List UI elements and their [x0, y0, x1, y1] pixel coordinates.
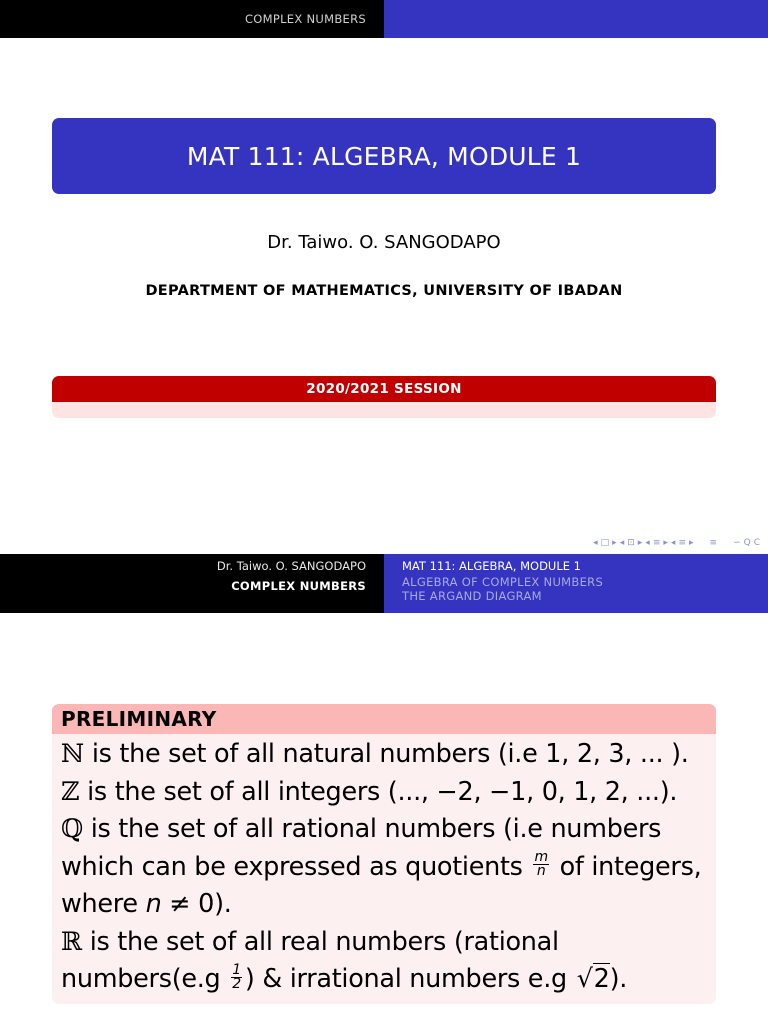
presentation-title-box: [52, 118, 716, 194]
natural-numbers-line: [61, 736, 707, 774]
quotients-line: [61, 849, 707, 887]
headline-left: [0, 554, 384, 613]
reals-symbol: ℝ: [61, 926, 82, 957]
naturals-text: is the set of all natural numbers (i.e 1, 2, 3, ... ).: [84, 739, 689, 769]
sqrt-radicand: 2: [593, 964, 610, 994]
headline-right: [384, 554, 768, 613]
nav-subsection-next-icon[interactable]: ▸: [637, 538, 643, 548]
rationals-symbol: ℚ: [61, 814, 83, 844]
nonzero-text-b: ≠ 0).: [161, 889, 232, 919]
nav-section-prev-icon[interactable]: ◂: [645, 538, 650, 548]
institute-name: DEPARTMENT OF MATHEMATICS, UNIVERSITY OF IBADAN: [145, 283, 623, 299]
headline-section-label: COMPLEX NUMBERS: [244, 12, 366, 26]
nav-frame-icon[interactable]: □: [600, 538, 610, 548]
nav-frame-prev-icon[interactable]: ◂: [593, 538, 598, 548]
nav-back-icon[interactable]: ∽: [733, 538, 741, 548]
nav-frame-next-icon[interactable]: ▸: [612, 538, 617, 548]
quotients-text-b: of integers,: [551, 851, 702, 882]
headline-subsection-2[interactable]: THE ARGAND DIAGRAM: [402, 589, 542, 603]
navigation-symbols[interactable]: [593, 536, 760, 550]
quotients-text-a: which can be expressed as quotients: [61, 851, 531, 882]
variable-n: n: [145, 889, 162, 919]
integers-text: is the set of all integers (..., −2, −1, 0, 1, 2, ...).: [79, 776, 678, 807]
headline-author[interactable]: Dr. Taiwo. O. SANGODAPO: [216, 559, 366, 573]
integers-line: [61, 774, 707, 812]
nav-search-icon[interactable]: Q: [743, 538, 751, 548]
block-title: PRELIMINARY: [52, 704, 716, 734]
half-numerator: 1: [232, 961, 241, 978]
integers-symbol: ℤ: [61, 776, 80, 807]
fraction-numerator: m: [534, 849, 548, 865]
preliminary-slide: [0, 554, 768, 1024]
headline-title[interactable]: MAT 111: ALGEBRA, MODULE 1: [402, 559, 581, 573]
half-denominator: 2: [232, 975, 241, 992]
session-box-body: [52, 402, 716, 418]
examples-text-a: numbers(e.g: [61, 964, 229, 994]
nav-subsection-prev-icon[interactable]: ◂: [619, 538, 625, 548]
nav-section-next-icon[interactable]: ▸: [663, 538, 668, 548]
nav-doc-next-icon[interactable]: ▸: [688, 538, 694, 548]
headline-subsection-1[interactable]: ALGEBRA OF COMPLEX NUMBERS: [402, 575, 604, 589]
nav-subsection-icon[interactable]: ⊡: [627, 538, 635, 548]
headline-bar: [0, 0, 768, 38]
block-body: [52, 734, 716, 999]
headline-bar: [0, 554, 768, 613]
session-box: [52, 376, 716, 418]
reals-line: [61, 924, 707, 962]
nav-section-icon[interactable]: ≡: [652, 538, 661, 548]
fraction-denominator: n: [536, 863, 546, 879]
reals-text: is the set of all real numbers (rational: [81, 926, 559, 957]
nonzero-text-a: where: [61, 889, 146, 919]
headline-section[interactable]: COMPLEX NUMBERS: [231, 579, 366, 593]
square-root-two: [577, 961, 610, 999]
headline-section: [0, 0, 384, 38]
nonzero-line: [61, 886, 707, 924]
session-label: 2020/2021 SESSION: [52, 376, 716, 402]
examples-line: [61, 961, 707, 999]
sqrt-sign: √: [576, 964, 593, 994]
examples-text-b: ) & irrational numbers e.g: [244, 964, 575, 994]
nav-align-icon[interactable]: ≡: [709, 538, 718, 548]
fraction-m-over-n: [533, 851, 548, 878]
rationals-line: [61, 811, 707, 849]
preliminary-block: [52, 704, 716, 1004]
headline-right: [384, 0, 768, 38]
author-name: Dr. Taiwo. O. SANGODAPO: [267, 232, 501, 253]
nav-forward-icon[interactable]: C: [753, 538, 760, 548]
presentation-title: MAT 111: ALGEBRA, MODULE 1: [186, 141, 582, 171]
nav-doc-icon[interactable]: ≡: [678, 538, 686, 548]
rationals-text: is the set of all rational numbers (i.e numbers: [82, 814, 662, 844]
examples-text-c: ).: [609, 964, 628, 994]
fraction-one-half: [231, 961, 242, 992]
naturals-symbol: ℕ: [61, 739, 85, 769]
nav-doc-prev-icon[interactable]: ◂: [670, 538, 676, 548]
